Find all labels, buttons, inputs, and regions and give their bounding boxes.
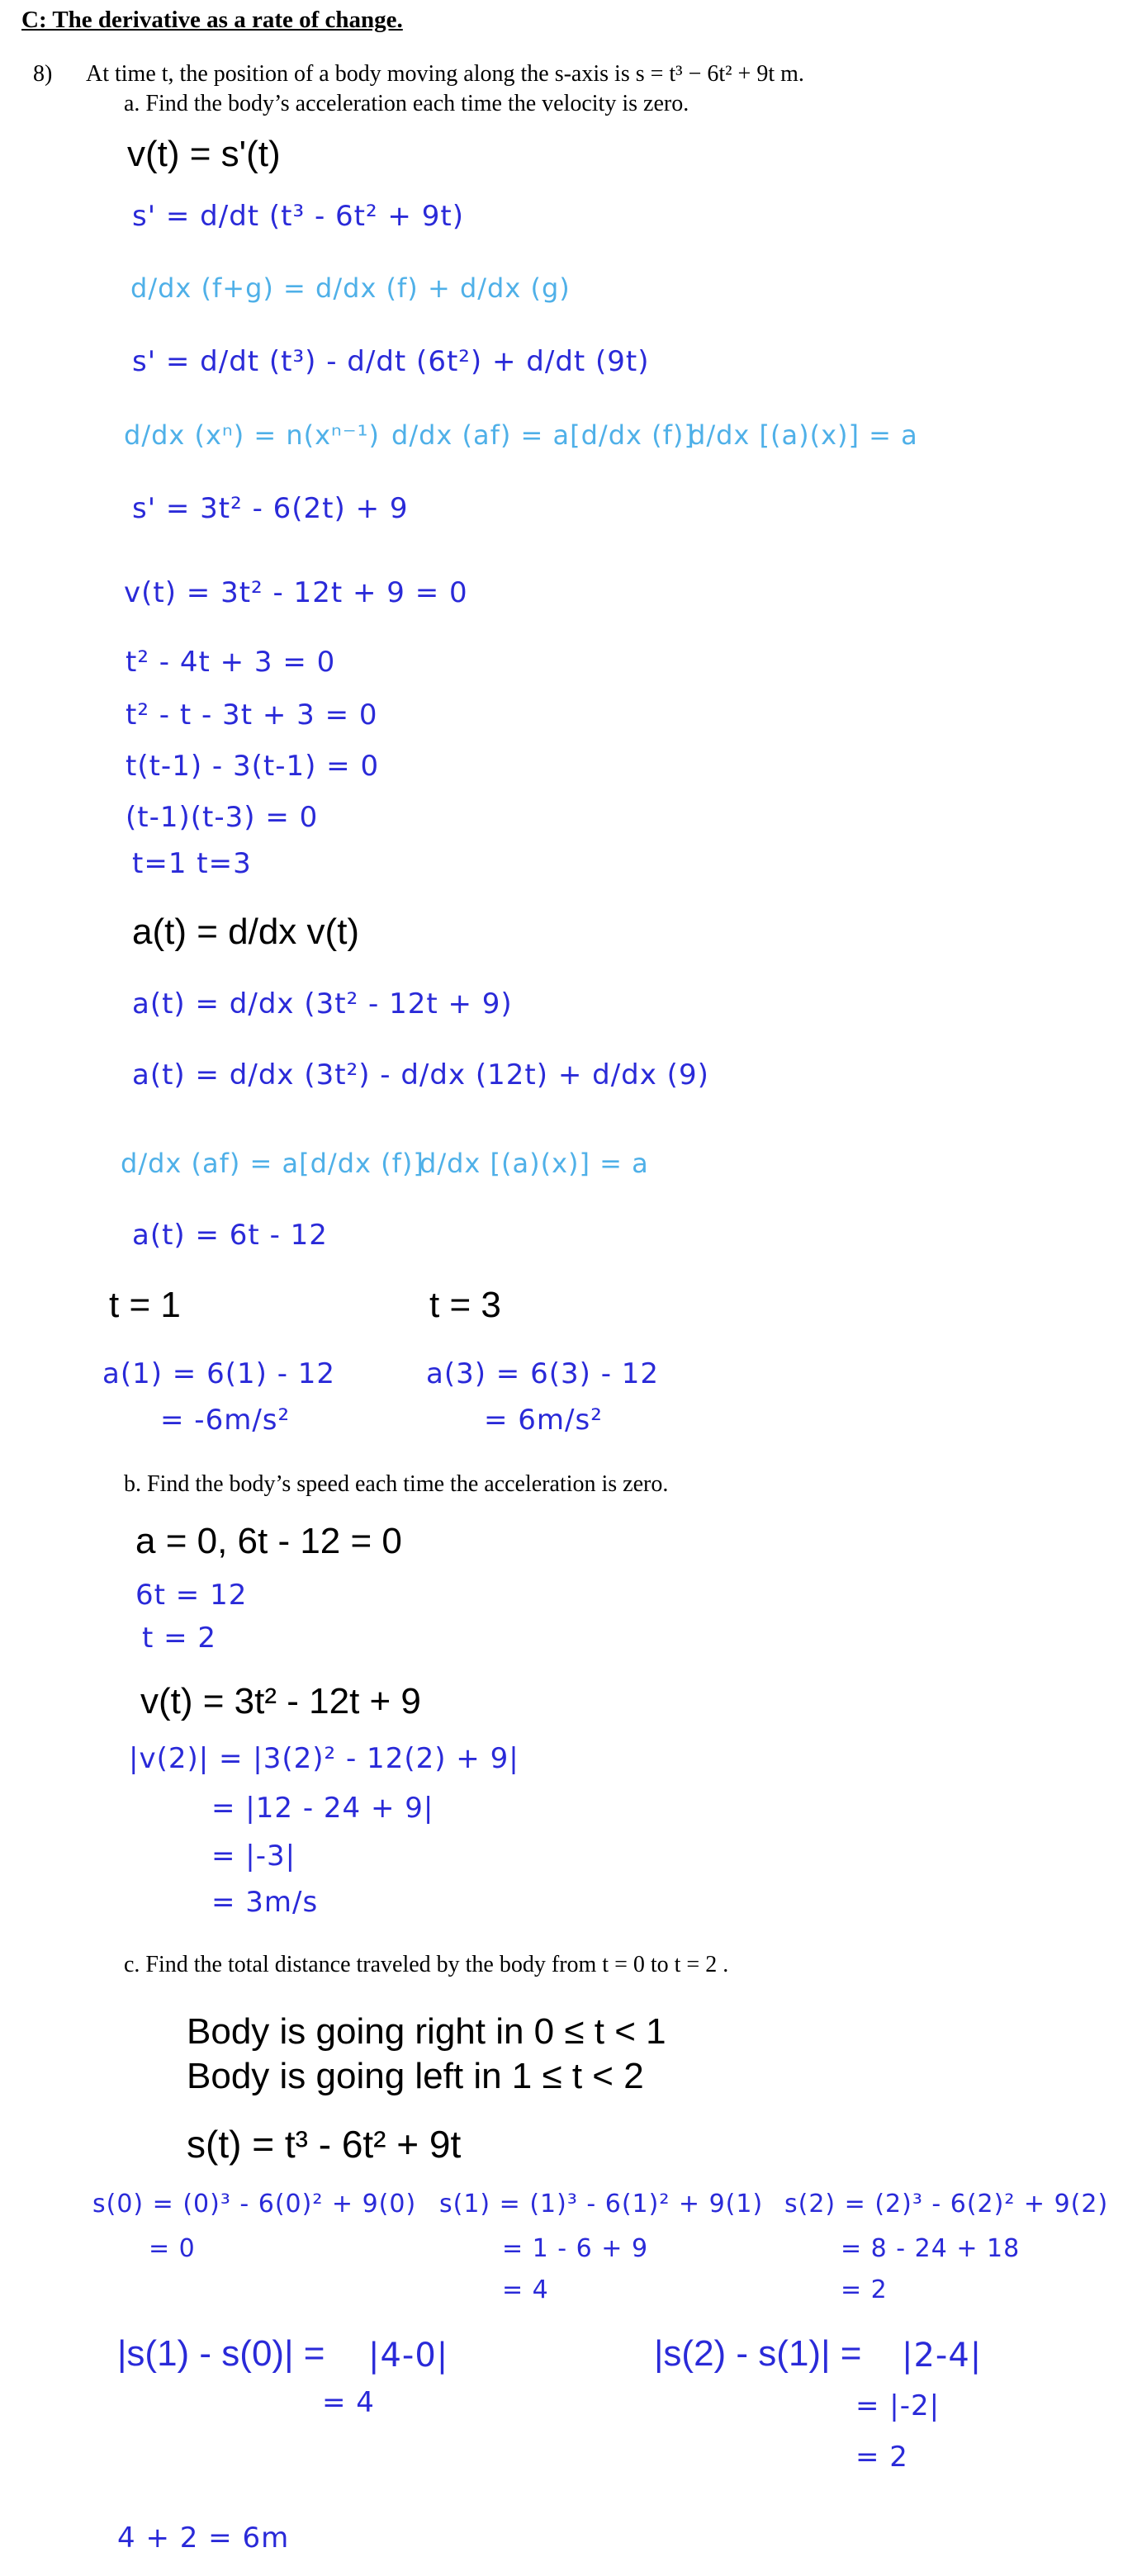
- part-c-prompt: c. Find the total distance traveled by the body from t = 0 to t = 2 .: [124, 1952, 729, 1977]
- total-distance: 4 + 2 = 6m: [117, 2522, 290, 2555]
- accel-at-3-line-1: a(3) = 6(3) - 12: [426, 1357, 660, 1390]
- constant-multiple-rule-2: d/dx (af) = a[d/dx (f)]: [121, 1148, 424, 1179]
- speed-line-1: |v(2)| = |3(2)² - 12(2) + 9|: [129, 1742, 519, 1775]
- problem-statement: At time t, the position of a body moving along the s-axis is s = t³ − 6t² + 9t m.: [86, 61, 804, 87]
- accel-at-3-line-2: = 6m/s²: [484, 1404, 603, 1437]
- velocity-equation: v(t) = 3t² - 12t + 9 = 0: [124, 576, 468, 609]
- derivative-line-1: s' = d/dt (t³ - 6t² + 9t): [132, 200, 464, 233]
- speed-line-2: = |12 - 24 + 9|: [211, 1792, 434, 1825]
- velocity-definition: v(t) = s'(t): [127, 134, 281, 174]
- distance-2-value: |2-4|: [902, 2337, 983, 2375]
- direction-right: Body is going right in 0 ≤ t < 1: [187, 2011, 666, 2052]
- sum-rule: d/dx (f+g) = d/dx (f) + d/dx (g): [130, 272, 571, 304]
- derivative-line-2: s' = d/dt (t³) - d/dt (6t²) + d/dt (9t): [132, 345, 650, 378]
- accel-at-1-line-1: a(1) = 6(1) - 12: [102, 1357, 336, 1390]
- distance-2-result-1: = |-2|: [855, 2389, 941, 2422]
- section-title: C: The derivative as a rate of change.: [21, 7, 403, 33]
- s-of-1-line-2: = 1 - 6 + 9: [502, 2234, 649, 2263]
- acceleration-line-3: a(t) = 6t - 12: [132, 1219, 328, 1252]
- accel-zero-equation: a = 0, 6t - 12 = 0: [135, 1521, 402, 1561]
- constant-rule-2: d/dx [(a)(x)] = a: [419, 1148, 649, 1179]
- acceleration-line-1: a(t) = d/dx (3t² - 12t + 9): [132, 987, 513, 1020]
- accel-at-1-line-2: = -6m/s²: [160, 1404, 291, 1437]
- acceleration-definition: a(t) = d/dx v(t): [132, 912, 360, 952]
- speed-line-4: = 3m/s: [211, 1886, 319, 1919]
- s-of-2-line-2: = 8 - 24 + 18: [841, 2234, 1021, 2263]
- distance-1-result: = 4: [322, 2386, 375, 2419]
- position-function: s(t) = t³ - 6t² + 9t: [187, 2123, 462, 2166]
- constant-rule: d/dx [(a)(x)] = a: [689, 419, 918, 451]
- s-of-1-line-3: = 4: [502, 2275, 549, 2304]
- roots: t=1 t=3: [132, 847, 252, 880]
- constant-multiple-rule: d/dx (af) = a[d/dx (f)]: [391, 419, 695, 451]
- s-of-1-line-1: s(1) = (1)³ - 6(1)² + 9(1): [439, 2190, 764, 2218]
- t-equals-1-label: t = 1: [109, 1285, 181, 1325]
- factor-step-1: t² - 4t + 3 = 0: [126, 646, 336, 679]
- factor-step-2: t² - t - 3t + 3 = 0: [126, 698, 378, 732]
- solve-step-1: 6t = 12: [135, 1579, 248, 1612]
- factor-step-3: t(t-1) - 3(t-1) = 0: [126, 750, 380, 783]
- distance-1-value: |4-0|: [368, 2337, 449, 2375]
- distance-2-label: |s(2) - s(1)| =: [654, 2333, 862, 2374]
- t-equals-3-label: t = 3: [429, 1285, 501, 1325]
- s-of-2-line-3: = 2: [841, 2275, 888, 2304]
- part-a-prompt: a. Find the body’s acceleration each time the velocity is zero.: [124, 91, 689, 116]
- derivative-line-3: s' = 3t² - 6(2t) + 9: [132, 492, 409, 525]
- s-of-2-line-1: s(2) = (2)³ - 6(2)² + 9(2): [784, 2190, 1109, 2218]
- distance-2-result-2: = 2: [855, 2441, 908, 2474]
- problem-number: 8): [33, 61, 53, 87]
- velocity-function: v(t) = 3t² - 12t + 9: [140, 1681, 421, 1721]
- s-of-0-line-2: = 0: [149, 2234, 196, 2263]
- distance-1-label: |s(1) - s(0)| =: [117, 2333, 325, 2374]
- solve-step-2: t = 2: [142, 1622, 217, 1655]
- power-rule: d/dx (xⁿ) = n(xⁿ⁻¹): [124, 419, 380, 451]
- s-of-0-line-1: s(0) = (0)³ - 6(0)² + 9(0): [92, 2190, 417, 2218]
- direction-left: Body is going left in 1 ≤ t < 2: [187, 2056, 644, 2096]
- speed-line-3: = |-3|: [211, 1840, 296, 1873]
- factor-step-4: (t-1)(t-3) = 0: [126, 801, 319, 834]
- part-b-prompt: b. Find the body’s speed each time the acceleration is zero.: [124, 1471, 669, 1497]
- acceleration-line-2: a(t) = d/dx (3t²) - d/dx (12t) + d/dx (9): [132, 1058, 709, 1091]
